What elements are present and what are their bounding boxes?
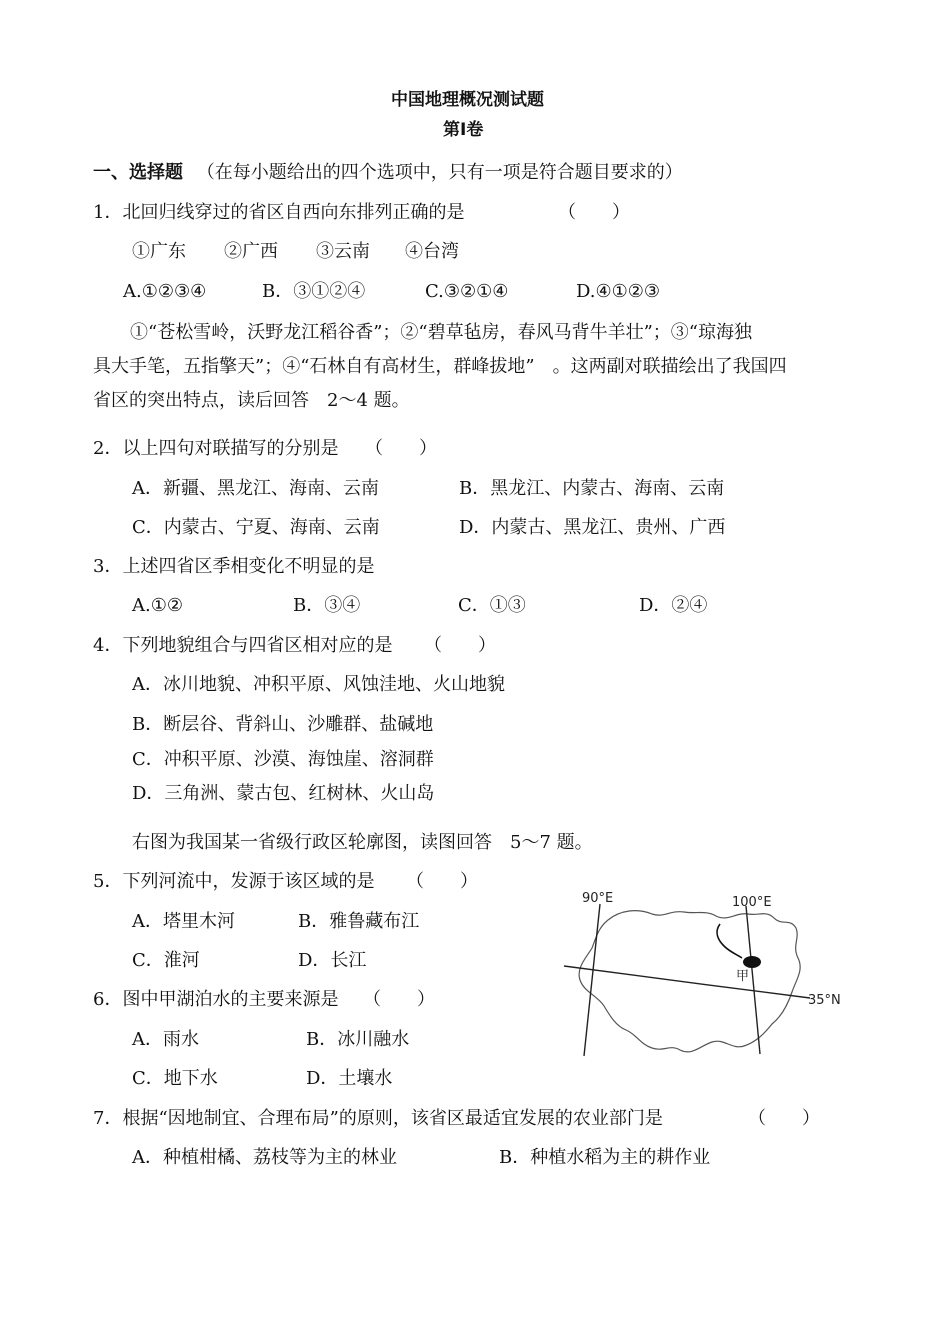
q1-option-d: D.④①②③ xyxy=(576,281,661,302)
q3-option-a: A.①② xyxy=(132,595,183,616)
passage-line: 省区的突出特点，读后回答 2～4 题。 xyxy=(93,390,410,411)
passage-line: ①“苍松雪岭，沃野龙江稻谷香”；②“碧草毡房，春风马背牛羊壮”；③“琼海独 xyxy=(130,322,753,343)
q1-option-b: B．③①②④ xyxy=(262,281,366,302)
q6-paren: （ ） xyxy=(363,989,435,1010)
passage-line: 具大手笔，五指擎天”；④“石林自有高材生，群峰拔地” 。这两副对联描绘出了我国四 xyxy=(93,356,787,377)
q1-paren: （ ） xyxy=(558,202,630,223)
q5-option-c: C．淮河 xyxy=(132,950,200,971)
province-outline-map xyxy=(560,888,860,1068)
section-heading-line xyxy=(93,161,683,185)
section-note: （在每小题给出的四个选项中，只有一项是符合题目要求的） xyxy=(196,162,683,183)
q5-paren: （ ） xyxy=(406,871,478,892)
q7-option-b: B．种植水稻为主的耕作业 xyxy=(499,1147,711,1168)
q1-item: ①广东 xyxy=(132,241,186,262)
q3-option-c: C．①③ xyxy=(458,595,526,616)
q4-option-c: C．冲积平原、沙漠、海蚀崖、溶洞群 xyxy=(132,749,434,770)
province-map-svg xyxy=(560,888,860,1068)
map-label-90e: 90°E xyxy=(582,891,614,906)
q2-option-d: D．内蒙古、黑龙江、贵州、广西 xyxy=(459,517,726,538)
q6-option-b: B．冰川融水 xyxy=(306,1029,410,1050)
q4-option-b: B．断层谷、背斜山、沙雕群、盐碱地 xyxy=(132,714,434,735)
q2-option-a: A．新疆、黑龙江、海南、云南 xyxy=(132,478,379,499)
q2-option-b: B．黑龙江、内蒙古、海南、云南 xyxy=(459,478,725,499)
section-heading: 一、选择题 xyxy=(93,162,183,183)
q2-paren: （ ） xyxy=(365,438,437,459)
q6-option-d: D．土壤水 xyxy=(306,1068,393,1089)
q7-stem: 7．根据“因地制宜、合理布局”的原则，该省区最适宜发展的农业部门是 xyxy=(93,1108,663,1129)
q4-paren: （ ） xyxy=(424,635,496,656)
latitude-line-35n xyxy=(564,966,810,998)
q7-paren: （ ） xyxy=(748,1108,820,1129)
q1-item: ③云南 xyxy=(316,241,370,262)
volume-title: 第Ⅰ卷 xyxy=(443,120,484,140)
q6-option-a: A．雨水 xyxy=(132,1029,199,1050)
lake-jia-icon xyxy=(743,956,761,968)
longitude-line-90e xyxy=(584,904,600,1056)
q1-option-c: C.③②①④ xyxy=(425,281,509,302)
map-label-lake: 甲 xyxy=(736,969,750,984)
q2-option-c: C．内蒙古、宁夏、海南、云南 xyxy=(132,517,380,538)
q3-option-d: D．②④ xyxy=(639,595,708,616)
q1-option-a: A.①②③④ xyxy=(123,281,207,302)
q6-option-c: C．地下水 xyxy=(132,1068,218,1089)
q5-option-d: D．长江 xyxy=(298,950,367,971)
q4-option-a: A．冰川地貌、冲积平原、风蚀洼地、火山地貌 xyxy=(132,674,505,695)
q5-stem: 5．下列河流中，发源于该区域的是 xyxy=(93,871,375,892)
exam-title: 中国地理概况测试题 xyxy=(391,90,544,110)
q6-stem: 6．图中甲湖泊水的主要来源是 xyxy=(93,989,339,1010)
q2-stem: 2．以上四句对联描写的分别是 xyxy=(93,438,339,459)
q5-option-b: B．雅鲁藏布江 xyxy=(298,911,420,932)
q1-item: ②广西 xyxy=(224,241,278,262)
q7-option-a: A．种植柑橘、荔枝等为主的林业 xyxy=(132,1147,397,1168)
q1-stem: 1．北回归线穿过的省区自西向东排列正确的是 xyxy=(93,202,465,223)
q4-stem: 4．下列地貌组合与四省区相对应的是 xyxy=(93,635,393,656)
map-label-35n: 35°N xyxy=(808,993,841,1008)
q4-option-d: D．三角洲、蒙古包、红树林、火山岛 xyxy=(132,783,435,804)
map-intro: 右图为我国某一省级行政区轮廓图，读图回答 5～7 题。 xyxy=(132,832,593,853)
map-label-100e: 100°E xyxy=(732,895,772,910)
q1-item: ④台湾 xyxy=(405,241,459,262)
q5-option-a: A．塔里木河 xyxy=(132,911,235,932)
province-outline xyxy=(579,911,800,1052)
q3-stem: 3．上述四省区季相变化不明显的是 xyxy=(93,556,375,577)
river-line xyxy=(717,924,742,958)
q3-option-b: B．③④ xyxy=(293,595,361,616)
